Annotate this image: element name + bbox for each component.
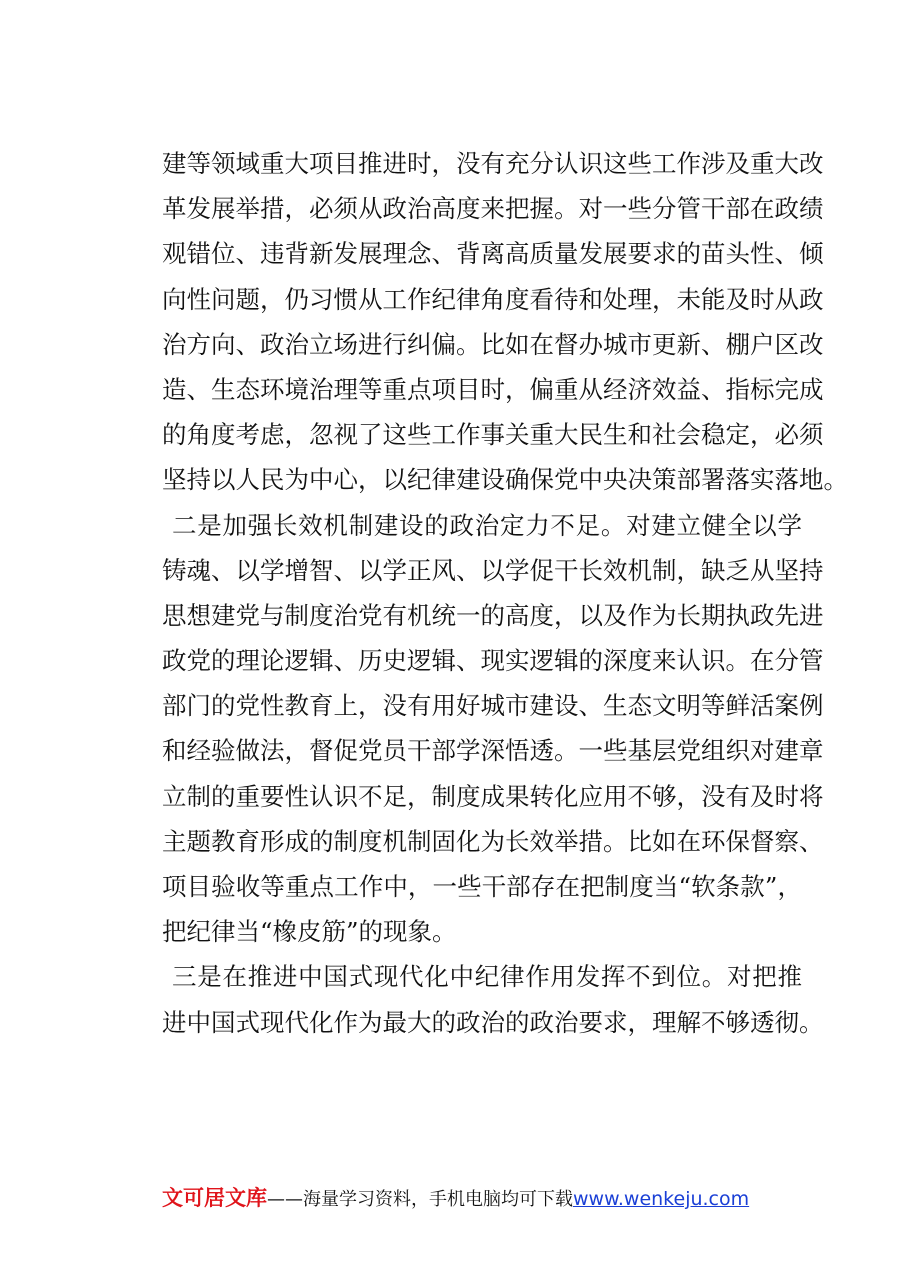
paragraph-line: 项目验收等重点工作中，一些干部存在把制度当“软条款”， <box>162 872 802 901</box>
paragraph-line: 造、生态环境治理等重点项目时，偏重从经济效益、指标完成 <box>162 374 824 404</box>
footer-banner <box>162 1184 802 1212</box>
footer-url-link[interactable]: www.wenkeju.com <box>573 1188 750 1210</box>
paragraph-line: 主题教育形成的制度机制固化为长效举措。比如在环保督察、 <box>162 826 824 856</box>
paragraph-line: 二是加强长效机制建设的政治定力不足。对建立健全以学 <box>172 510 802 540</box>
footer-brand: 文可居文库 <box>162 1186 267 1210</box>
paragraph-line: 把纪律当“橡皮筋”的现象。 <box>162 917 457 947</box>
paragraph-line: 立制的重要性认识不足，制度成果转化应用不够，没有及时将 <box>162 781 824 811</box>
paragraph-line: 三是在推进中国式现代化中纪律作用发挥不到位。对把推 <box>172 962 802 992</box>
footer-tagline: 海量学习资料，手机电脑均可下载 <box>303 1189 573 1210</box>
paragraph-line: 政党的理论逻辑、历史逻辑、现实逻辑的深度来认识。在分管 <box>162 646 824 676</box>
paragraph-line: 治方向、政治立场进行纠偏。比如在督办城市更新、棚户区改 <box>162 329 824 359</box>
paragraph-line: 观错位、违背新发展理念、背离高质量发展要求的苗头性、倾 <box>162 239 824 269</box>
paragraph-line: 革发展举措，必须从政治高度来把握。对一些分管干部在政绩 <box>162 194 824 224</box>
paragraph-line: 坚持以人民为中心，以纪律建设确保党中央决策部署落实落地。 <box>162 465 848 495</box>
paragraph-line: 进中国式现代化作为最大的政治的政治要求，理解不够透彻。 <box>162 1007 824 1037</box>
document-body <box>162 141 848 1045</box>
paragraph-line: 的角度考虑，忽视了这些工作事关重大民生和社会稳定，必须 <box>162 420 824 450</box>
paragraph-line: 铸魂、以学增智、以学正风、以学促干长效机制，缺乏从坚持 <box>162 555 824 585</box>
paragraph-line: 建等领域重大项目推进时，没有充分认识这些工作涉及重大改 <box>162 149 824 178</box>
paragraph-line: 思想建党与制度治党有机统一的高度，以及作为长期执政先进 <box>162 600 824 630</box>
paragraph-line: 和经验做法，督促党员干部学深悟透。一些基层党组织对建章 <box>162 736 824 766</box>
paragraph-line: 向性问题，仍习惯从工作纪律角度看待和处理，未能及时从政 <box>162 284 824 314</box>
paragraph-line: 部门的党性教育上，没有用好城市建设、生态文明等鲜活案例 <box>162 691 824 721</box>
footer-dash: —— <box>267 1189 303 1210</box>
